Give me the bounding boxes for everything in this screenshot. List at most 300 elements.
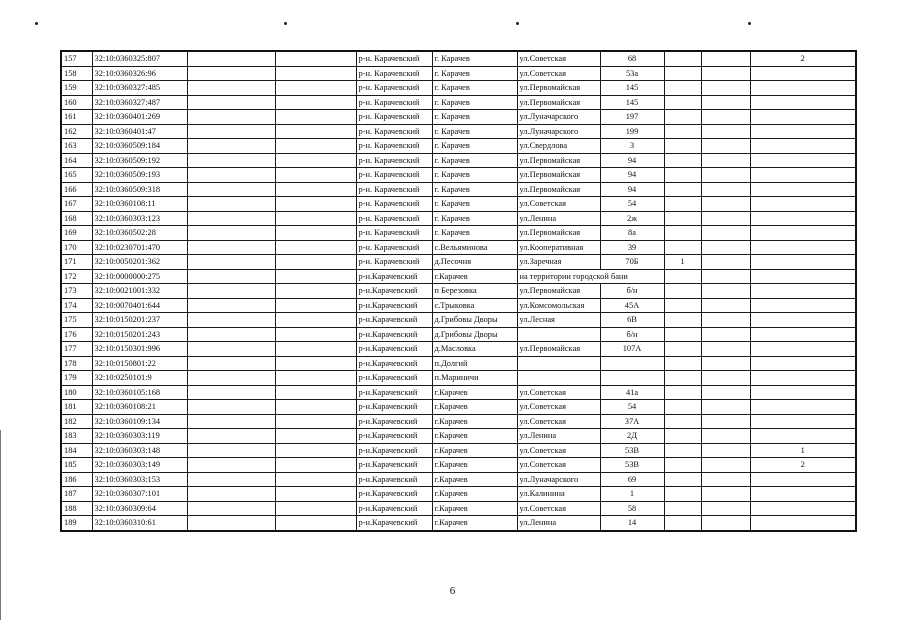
street-cell: на территории городской бани: [517, 269, 664, 284]
note-cell: [701, 516, 750, 531]
note-cell: [664, 168, 701, 183]
empty-cell: [187, 501, 275, 516]
note-cell: [664, 95, 701, 110]
row-number: 175: [61, 313, 92, 328]
row-number: 187: [61, 487, 92, 502]
note-cell: [701, 95, 750, 110]
street-cell: ул.Советская: [517, 51, 600, 66]
note-cell: [701, 284, 750, 299]
empty-cell: [187, 95, 275, 110]
house-number-cell: 8а: [600, 226, 664, 241]
table-row: [61, 414, 856, 429]
cadastral-number: 32:10:0150201:237: [92, 313, 187, 328]
note-cell: [701, 168, 750, 183]
table-row: [61, 139, 856, 154]
street-cell: ул.Первомайская: [517, 342, 600, 357]
table-row: [61, 211, 856, 226]
street-cell: ул.Первомайская: [517, 182, 600, 197]
note-cell: [664, 429, 701, 444]
empty-cell: [187, 472, 275, 487]
note-cell: [701, 110, 750, 125]
page-number: 6: [449, 585, 456, 597]
house-number-cell: 197: [600, 110, 664, 125]
row-number: 184: [61, 443, 92, 458]
district-cell: р-н.Карачевский: [356, 269, 432, 284]
note-cell: [701, 472, 750, 487]
settlement-cell: г. Карачев: [432, 95, 517, 110]
empty-cell: [187, 197, 275, 212]
district-cell: р-н. Карачевский: [356, 168, 432, 183]
empty-cell: [187, 313, 275, 328]
cadastral-number: 32:10:0360310:61: [92, 516, 187, 531]
count-cell: 2: [750, 51, 856, 66]
count-cell: 1: [750, 443, 856, 458]
note-cell: [701, 153, 750, 168]
street-cell: [517, 327, 600, 342]
street-cell: ул.Советская: [517, 400, 600, 415]
note-cell: [664, 472, 701, 487]
note-cell: [701, 400, 750, 415]
district-cell: р-н.Карачевский: [356, 429, 432, 444]
cadastral-number: 32:10:0360303:119: [92, 429, 187, 444]
table-row: [61, 516, 856, 531]
row-number: 183: [61, 429, 92, 444]
settlement-cell: г. Карачев: [432, 66, 517, 81]
table-row: [61, 385, 856, 400]
table-row: [61, 443, 856, 458]
street-cell: ул.Советская: [517, 443, 600, 458]
street-cell: ул.Ленина: [517, 516, 600, 531]
empty-cell: [187, 443, 275, 458]
house-number-cell: 69: [600, 472, 664, 487]
note-cell: [701, 269, 750, 284]
settlement-cell: п Березовка: [432, 284, 517, 299]
street-cell: ул.Ленина: [517, 429, 600, 444]
settlement-cell: г.Карачев: [432, 501, 517, 516]
note-cell: [701, 356, 750, 371]
note-cell: [664, 81, 701, 96]
cadastral-number: 32:10:0360325:807: [92, 51, 187, 66]
district-cell: р-н.Карачевский: [356, 458, 432, 473]
count-cell: [750, 211, 856, 226]
empty-cell: [187, 385, 275, 400]
note-cell: [664, 197, 701, 212]
district-cell: р-н.Карачевский: [356, 342, 432, 357]
cadastral-number: 32:10:0360105:168: [92, 385, 187, 400]
note-cell: [664, 443, 701, 458]
district-cell: р-н. Карачевский: [356, 81, 432, 96]
empty-cell: [275, 400, 356, 415]
row-number: 167: [61, 197, 92, 212]
district-cell: р-н. Карачевский: [356, 226, 432, 241]
house-number-cell: 14: [600, 516, 664, 531]
district-cell: р-н.Карачевский: [356, 385, 432, 400]
note-cell: [664, 226, 701, 241]
house-number-cell: 39: [600, 240, 664, 255]
count-cell: [750, 226, 856, 241]
table-row: [61, 197, 856, 212]
street-cell: ул.Свердлова: [517, 139, 600, 154]
house-number-cell: 145: [600, 95, 664, 110]
district-cell: р-н. Карачевский: [356, 139, 432, 154]
note-cell: [701, 313, 750, 328]
row-number: 188: [61, 501, 92, 516]
district-cell: р-н.Карачевский: [356, 400, 432, 415]
street-cell: ул.Советская: [517, 66, 600, 81]
note-cell: [664, 139, 701, 154]
street-cell: ул.Советская: [517, 414, 600, 429]
empty-cell: [187, 414, 275, 429]
note-cell: [664, 516, 701, 531]
cadastral-number: 32:10:0070401:644: [92, 298, 187, 313]
row-number: 173: [61, 284, 92, 299]
settlement-cell: г. Карачев: [432, 124, 517, 139]
house-number-cell: 53В: [600, 458, 664, 473]
house-number-cell: 45А: [600, 298, 664, 313]
table-row: [61, 458, 856, 473]
street-cell: ул.Советская: [517, 501, 600, 516]
punch-mark: [516, 22, 519, 25]
street-cell: ул.Первомайская: [517, 95, 600, 110]
empty-cell: [275, 255, 356, 270]
settlement-cell: г.Карачев: [432, 472, 517, 487]
note-cell: [664, 269, 701, 284]
settlement-cell: г. Карачев: [432, 51, 517, 66]
empty-cell: [275, 240, 356, 255]
empty-cell: [275, 284, 356, 299]
empty-cell: [187, 182, 275, 197]
row-number: 189: [61, 516, 92, 531]
note-cell: [664, 487, 701, 502]
table-row: [61, 356, 856, 371]
table-row: [61, 182, 856, 197]
note-cell: [701, 487, 750, 502]
note-cell: [664, 284, 701, 299]
empty-cell: [275, 429, 356, 444]
count-cell: [750, 385, 856, 400]
empty-cell: [187, 168, 275, 183]
house-number-cell: 145: [600, 81, 664, 96]
empty-cell: [275, 356, 356, 371]
count-cell: [750, 298, 856, 313]
table-row: [61, 327, 856, 342]
street-cell: ул.Кооперативная: [517, 240, 600, 255]
empty-cell: [275, 197, 356, 212]
note-cell: [664, 124, 701, 139]
empty-cell: [275, 472, 356, 487]
district-cell: р-н.Карачевский: [356, 472, 432, 487]
note-cell: [664, 400, 701, 415]
cadastral-number: 32:10:0360509:193: [92, 168, 187, 183]
district-cell: р-н.Карачевский: [356, 356, 432, 371]
district-cell: р-н. Карачевский: [356, 110, 432, 125]
count-cell: [750, 153, 856, 168]
empty-cell: [187, 327, 275, 342]
count-cell: [750, 168, 856, 183]
row-number: 180: [61, 385, 92, 400]
empty-cell: [275, 81, 356, 96]
note-cell: [701, 298, 750, 313]
cadastral-number: 32:10:0150201:243: [92, 327, 187, 342]
note-cell: [701, 211, 750, 226]
empty-cell: [187, 284, 275, 299]
street-cell: ул.Луначарского: [517, 110, 600, 125]
cadastral-number: 32:10:0360509:184: [92, 139, 187, 154]
note-cell: [701, 371, 750, 386]
settlement-cell: д.Масловка: [432, 342, 517, 357]
empty-cell: [187, 342, 275, 357]
table-row: [61, 298, 856, 313]
settlement-cell: г. Карачев: [432, 226, 517, 241]
district-cell: р-н. Карачевский: [356, 124, 432, 139]
cadastral-number: 32:10:0050201:362: [92, 255, 187, 270]
table-row: [61, 81, 856, 96]
table-row: [61, 400, 856, 415]
empty-cell: [275, 168, 356, 183]
note-cell: [701, 385, 750, 400]
row-number: 170: [61, 240, 92, 255]
district-cell: р-н. Карачевский: [356, 153, 432, 168]
settlement-cell: г.Карачев: [432, 269, 517, 284]
registry-table: [60, 50, 857, 532]
cadastral-number: 32:10:0360303:123: [92, 211, 187, 226]
note-cell: [701, 66, 750, 81]
count-cell: [750, 414, 856, 429]
row-number: 158: [61, 66, 92, 81]
cadastral-number: 32:10:0360327:485: [92, 81, 187, 96]
table-row: [61, 66, 856, 81]
count-cell: [750, 501, 856, 516]
empty-cell: [187, 124, 275, 139]
note-cell: [701, 429, 750, 444]
table-row: [61, 168, 856, 183]
count-cell: [750, 327, 856, 342]
count-cell: [750, 66, 856, 81]
table-row: [61, 487, 856, 502]
count-cell: [750, 255, 856, 270]
row-number: 165: [61, 168, 92, 183]
note-cell: [664, 371, 701, 386]
district-cell: р-н.Карачевский: [356, 501, 432, 516]
count-cell: [750, 472, 856, 487]
count-cell: [750, 269, 856, 284]
empty-cell: [187, 371, 275, 386]
district-cell: р-н.Карачевский: [356, 298, 432, 313]
house-number-cell: 2Д: [600, 429, 664, 444]
note-cell: [664, 240, 701, 255]
district-cell: р-н. Карачевский: [356, 51, 432, 66]
cadastral-number: 32:10:0360108:11: [92, 197, 187, 212]
settlement-cell: г. Карачев: [432, 81, 517, 96]
count-cell: [750, 313, 856, 328]
empty-cell: [275, 342, 356, 357]
punch-mark: [748, 22, 751, 25]
house-number-cell: 94: [600, 168, 664, 183]
table-row: [61, 342, 856, 357]
district-cell: р-н. Карачевский: [356, 211, 432, 226]
settlement-cell: д.Грибовы Дворы: [432, 327, 517, 342]
table-row: [61, 51, 856, 66]
street-cell: ул.Луначарского: [517, 124, 600, 139]
table-row: [61, 255, 856, 270]
count-cell: [750, 197, 856, 212]
count-cell: [750, 429, 856, 444]
settlement-cell: п.Мариничи: [432, 371, 517, 386]
empty-cell: [187, 139, 275, 154]
cadastral-number: 32:10:0150301:996: [92, 342, 187, 357]
house-number-cell: 37А: [600, 414, 664, 429]
street-cell: ул.Первомайская: [517, 226, 600, 241]
cadastral-number: 32:10:0360303:153: [92, 472, 187, 487]
street-cell: [517, 356, 600, 371]
empty-cell: [187, 400, 275, 415]
note-cell: [701, 51, 750, 66]
row-number: 171: [61, 255, 92, 270]
street-cell: [517, 371, 600, 386]
empty-cell: [187, 429, 275, 444]
district-cell: р-н. Карачевский: [356, 255, 432, 270]
settlement-cell: г. Карачев: [432, 182, 517, 197]
settlement-cell: г.Карачев: [432, 487, 517, 502]
empty-cell: [275, 51, 356, 66]
house-number-cell: 6В: [600, 313, 664, 328]
empty-cell: [275, 501, 356, 516]
note-cell: [701, 240, 750, 255]
empty-cell: [275, 153, 356, 168]
house-number-cell: [600, 371, 664, 386]
empty-cell: [275, 458, 356, 473]
count-cell: [750, 139, 856, 154]
note-cell: 1: [664, 255, 701, 270]
count-cell: [750, 371, 856, 386]
note-cell: [664, 342, 701, 357]
count-cell: [750, 400, 856, 415]
note-cell: [664, 153, 701, 168]
house-number-cell: 54: [600, 400, 664, 415]
settlement-cell: г.Карачев: [432, 429, 517, 444]
street-cell: ул.Советская: [517, 458, 600, 473]
settlement-cell: г.Карачев: [432, 458, 517, 473]
note-cell: [664, 298, 701, 313]
house-number-cell: 94: [600, 182, 664, 197]
table-row: [61, 313, 856, 328]
note-cell: [701, 501, 750, 516]
house-number-cell: 68: [600, 51, 664, 66]
row-number: 179: [61, 371, 92, 386]
note-cell: [701, 139, 750, 154]
count-cell: [750, 487, 856, 502]
settlement-cell: г.Карачев: [432, 516, 517, 531]
table-row: [61, 153, 856, 168]
empty-cell: [275, 313, 356, 328]
empty-cell: [275, 516, 356, 531]
settlement-cell: г. Карачев: [432, 197, 517, 212]
row-number: 186: [61, 472, 92, 487]
settlement-cell: г.Карачев: [432, 400, 517, 415]
count-cell: [750, 81, 856, 96]
settlement-cell: г. Карачев: [432, 211, 517, 226]
table-row: [61, 472, 856, 487]
district-cell: р-н.Карачевский: [356, 516, 432, 531]
note-cell: [701, 342, 750, 357]
settlement-cell: с.Трыковка: [432, 298, 517, 313]
cadastral-number: 32:10:0360401:47: [92, 124, 187, 139]
district-cell: р-н.Карачевский: [356, 487, 432, 502]
settlement-cell: п.Долгий: [432, 356, 517, 371]
empty-cell: [275, 182, 356, 197]
punch-mark: [35, 22, 38, 25]
row-number: 163: [61, 139, 92, 154]
row-number: 177: [61, 342, 92, 357]
settlement-cell: г. Карачев: [432, 168, 517, 183]
empty-cell: [275, 66, 356, 81]
empty-cell: [187, 51, 275, 66]
house-number-cell: 41а: [600, 385, 664, 400]
row-number: 159: [61, 81, 92, 96]
note-cell: [701, 255, 750, 270]
empty-cell: [275, 327, 356, 342]
empty-cell: [275, 139, 356, 154]
count-cell: 2: [750, 458, 856, 473]
cadastral-number: 32:10:0360509:318: [92, 182, 187, 197]
house-number-cell: 94: [600, 153, 664, 168]
house-number-cell: 2ж: [600, 211, 664, 226]
district-cell: р-н. Карачевский: [356, 197, 432, 212]
empty-cell: [275, 298, 356, 313]
district-cell: р-н.Карачевский: [356, 371, 432, 386]
street-cell: ул.Советская: [517, 385, 600, 400]
empty-cell: [275, 226, 356, 241]
row-number: 172: [61, 269, 92, 284]
empty-cell: [275, 414, 356, 429]
district-cell: р-н.Карачевский: [356, 443, 432, 458]
table-row: [61, 95, 856, 110]
district-cell: р-н.Карачевский: [356, 284, 432, 299]
district-cell: р-н.Карачевский: [356, 414, 432, 429]
empty-cell: [275, 124, 356, 139]
settlement-cell: г. Карачев: [432, 139, 517, 154]
count-cell: [750, 356, 856, 371]
street-cell: ул.Калинина: [517, 487, 600, 502]
house-number-cell: б/н: [600, 284, 664, 299]
street-cell: ул.Луначарского: [517, 472, 600, 487]
empty-cell: [275, 487, 356, 502]
count-cell: [750, 342, 856, 357]
row-number: 176: [61, 327, 92, 342]
count-cell: [750, 110, 856, 125]
note-cell: [664, 211, 701, 226]
row-number: 164: [61, 153, 92, 168]
settlement-cell: г. Карачев: [432, 110, 517, 125]
district-cell: р-н. Карачевский: [356, 66, 432, 81]
settlement-cell: г.Карачев: [432, 414, 517, 429]
house-number-cell: б/н: [600, 327, 664, 342]
cadastral-number: 32:10:0250101:9: [92, 371, 187, 386]
district-cell: р-н.Карачевский: [356, 327, 432, 342]
settlement-cell: г. Карачев: [432, 153, 517, 168]
row-number: 169: [61, 226, 92, 241]
house-number-cell: 107А: [600, 342, 664, 357]
empty-cell: [187, 255, 275, 270]
cadastral-number: 32:10:0360509:192: [92, 153, 187, 168]
house-number-cell: 53В: [600, 443, 664, 458]
cadastral-number: 32:10:0360109:134: [92, 414, 187, 429]
cadastral-number: 32:10:0360401:269: [92, 110, 187, 125]
street-cell: ул.Первомайская: [517, 168, 600, 183]
house-number-cell: 199: [600, 124, 664, 139]
row-number: 161: [61, 110, 92, 125]
empty-cell: [187, 240, 275, 255]
